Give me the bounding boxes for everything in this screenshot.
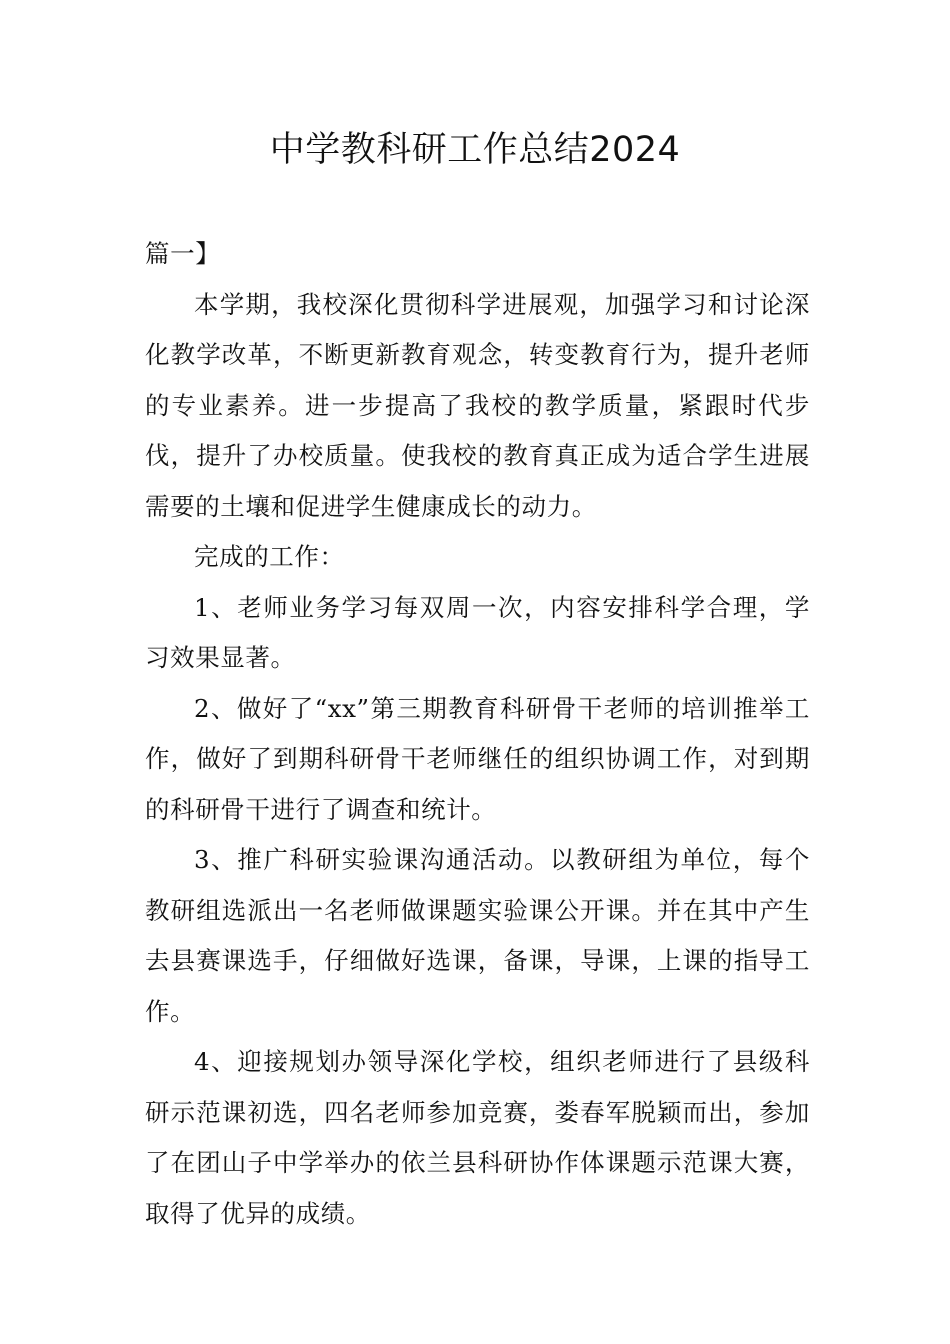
document-title: 中学教科研工作总结2024 bbox=[269, 130, 681, 170]
work-item-3: 3、推广科研实验课沟通活动。以教研组为单位，每个教研组选派出一名老师做课题实验课公开课。并在其中产生去县赛课选手，仔细做好选课，备课，导课，上课的指导工作。 bbox=[145, 845, 810, 1026]
work-item-2: 2、做好了“xx”第三期教育科研骨干老师的培训推举工作，做好了到期科研骨干老师继任的组织协调工作，对到期的科研骨干进行了调查和统计。 bbox=[145, 693, 810, 824]
work-item-1: 1、老师业务学习每双周一次，内容安排科学合理，学习效果显著。 bbox=[145, 592, 810, 672]
document-body bbox=[145, 229, 810, 1239]
work-item-4: 4、迎接规划办领导深化学校，组织老师进行了县级科研示范课初选，四名老师参加竞赛，娄春军脱颖而出，参加了在团山子中学举办的依兰县科研协作体课题示范课大赛，取得了优异的成绩。 bbox=[145, 1047, 810, 1228]
intro-paragraph: 本学期，我校深化贯彻科学进展观，加强学习和讨论深化教学改革，不断更新教育观念，转变教育行为，提升老师的专业素养。进一步提高了我校的教学质量，紧跟时代步伐，提升了办校质量。使我校的教育真正成为适合学生进展需要的土壤和促进学生健康成长的动力。 bbox=[145, 289, 810, 521]
completed-work-heading: 完成的工作： bbox=[194, 542, 345, 571]
section-label: 篇一】 bbox=[145, 239, 221, 268]
